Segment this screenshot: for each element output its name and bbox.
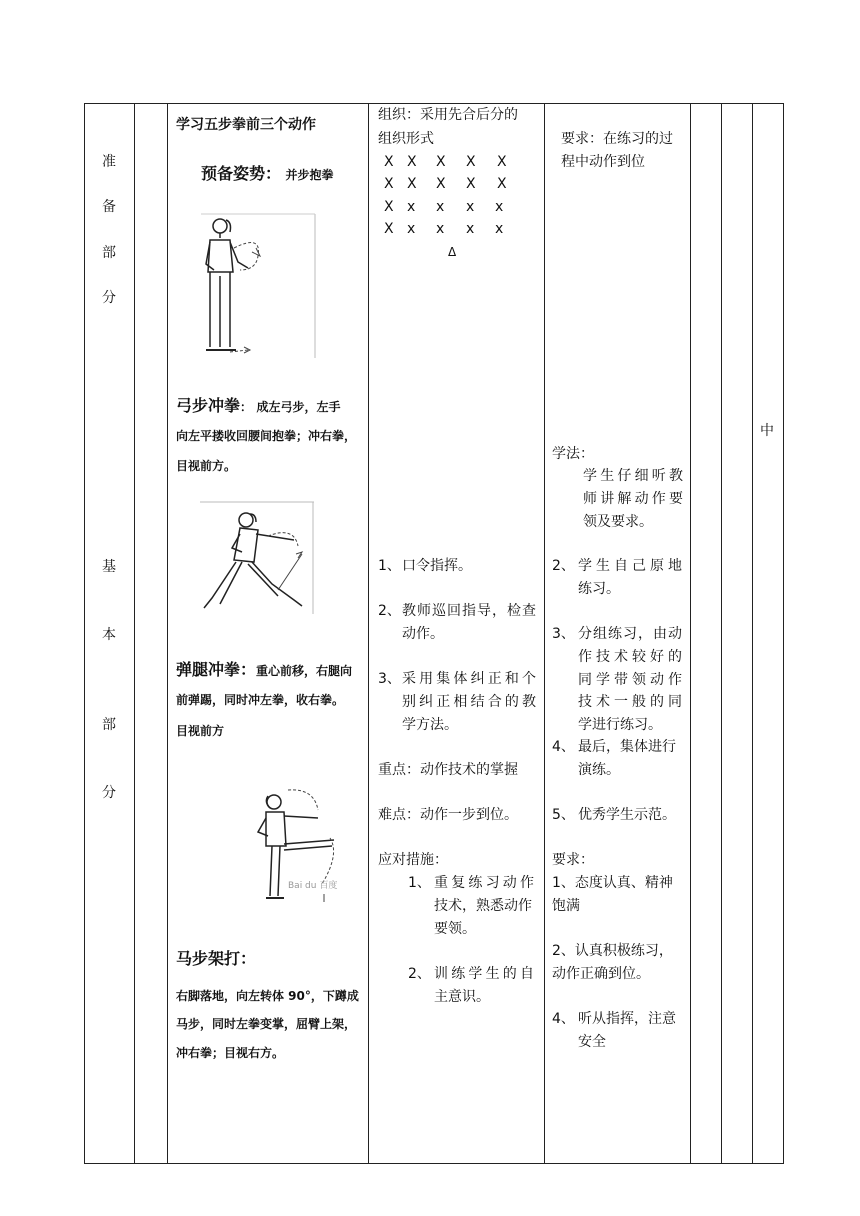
req-2-line-1: 2、认真积极练习， [552, 943, 673, 959]
move-bow-stance [176, 394, 341, 419]
move-horse-desc-3: 冲右拳；目视右方。 [176, 1046, 285, 1060]
basic-char-1: 基 [102, 559, 116, 575]
move-bow-sep: ： [240, 400, 253, 414]
org-item-3-num: 3、 [378, 671, 401, 687]
formation-r4c5: x [495, 221, 504, 237]
formation-r2c1: X [384, 176, 394, 192]
prep-char-4: 分 [102, 290, 116, 306]
move-snap-title: 弹腿冲拳 [176, 660, 241, 679]
formation-r3c2: x [407, 199, 416, 215]
req-item-3-line-5: 学进行练习。 [578, 717, 662, 733]
org-item-2-line-1: 教师巡回指导，检查 [402, 603, 536, 619]
req-item-2-num: 2、 [552, 558, 575, 574]
basic-char-2: 本 [102, 627, 116, 643]
difficulty: 难点：动作一步到位。 [378, 807, 518, 823]
req-4-line-2: 安全 [578, 1034, 606, 1050]
col-line-3 [167, 103, 168, 1164]
stance-ready-desc: 并步抱拳 [285, 168, 334, 182]
formation-r1c3: X [436, 154, 446, 170]
stance-ready [201, 162, 334, 187]
study-line-3: 领及要求。 [583, 514, 653, 530]
org-line-2: 组织形式 [378, 131, 434, 147]
org-item-1-num: 1、 [378, 558, 401, 574]
formation-r1c5: X [497, 154, 507, 170]
req-item-3-line-4: 技术一般的同 [578, 694, 682, 710]
move-horse-desc-1: 右脚落地，向左转体 90°，下蹲成 [176, 989, 359, 1003]
formation-r3c3: x [436, 199, 445, 215]
req-item-3-num: 3、 [552, 626, 575, 642]
basic-char-3: 部 [102, 717, 116, 733]
org-item-1-line-1: 口令指挥。 [402, 558, 472, 574]
stance-ready-sep: ： [265, 164, 282, 183]
stance-ready-title: 预备姿势 [201, 164, 266, 183]
col-line-9 [783, 103, 784, 1164]
req-4-num: 4、 [552, 1011, 575, 1027]
measure-1-num: 1、 [408, 875, 431, 891]
bow-stance-figure [198, 500, 316, 616]
measure-2-line-2: 主意识。 [434, 989, 490, 1005]
move-snap-sep: ： [240, 660, 257, 679]
org-item-2-num: 2、 [378, 603, 401, 619]
content-heading: 学习五步拳前三个动作 [176, 117, 316, 133]
req-item-2-line-1: 学生自己原地 [578, 558, 682, 574]
col-line-5 [544, 103, 545, 1164]
formation-r2c4: X [466, 176, 476, 192]
col-line-4 [368, 103, 369, 1164]
measure-1-line-3: 要领。 [434, 921, 476, 937]
formation-r2c5: X [497, 176, 507, 192]
formation-r3c5: x [495, 199, 504, 215]
req-item-2-line-2: 练习。 [578, 581, 620, 597]
study-title: 学法： [552, 446, 594, 462]
move-snap-desc-3: 目视前方 [176, 724, 225, 738]
col-line-6 [690, 103, 691, 1164]
req-title: 要求： [552, 852, 594, 868]
move-snap-desc-1: 重心前移，右腿向 [256, 664, 353, 678]
formation-r1c1: X [384, 154, 394, 170]
req-item-4-line-2: 演练。 [578, 762, 620, 778]
col-line-1 [84, 103, 85, 1164]
formation-r2c3: X [436, 176, 446, 192]
org-item-3-line-2: 别纠正相结合的教 [402, 694, 536, 710]
col-line-8 [752, 103, 753, 1164]
formation-r4c2: x [407, 221, 416, 237]
move-snap-kick [176, 658, 352, 683]
move-bow-desc-2: 向左平搂收回腰间抱拳；冲右拳， [176, 429, 357, 443]
key-point: 重点：动作技术的掌握 [378, 762, 518, 778]
req-line-1: 要求：在练习的过 [561, 131, 673, 147]
formation-r1c4: X [466, 154, 476, 170]
intensity-label: 中 [760, 423, 774, 439]
org-item-3-line-1: 采用集体纠正和个 [402, 671, 536, 687]
image-watermark: Bai du 百度 [288, 881, 338, 891]
req-item-5-num: 5、 [552, 807, 575, 823]
measure-1-line-2: 技术，熟悉动作 [434, 898, 532, 914]
prep-char-2: 备 [102, 199, 116, 215]
formation-r4c4: x [466, 221, 475, 237]
measure-2-line-1: 训练学生的自 [434, 966, 534, 982]
col-line-2 [134, 103, 135, 1164]
org-item-3-line-3: 学方法。 [402, 717, 458, 733]
table-bottom-border [84, 1163, 784, 1164]
measures-title: 应对措施： [378, 852, 448, 868]
move-bow-title: 弓步冲拳 [176, 396, 241, 415]
move-snap-desc-2: 前弹踢，同时冲左拳，收右拳。 [176, 693, 345, 707]
move-horse-title: 马步架打 [176, 949, 241, 968]
snap-kick-figure [244, 784, 348, 904]
req-item-3-line-3: 同学带领动作 [578, 672, 682, 688]
req-line-2: 程中动作到位 [561, 154, 645, 170]
req-1-line-1: 1、态度认真、精神 [552, 875, 673, 891]
req-item-3-line-1: 分组练习，由动 [578, 626, 682, 642]
move-bow-desc-1: 成左弓步，左手 [256, 400, 341, 414]
prep-char-3: 部 [102, 245, 116, 261]
req-2-line-2: 动作正确到位。 [552, 966, 650, 982]
ready-stance-figure [200, 212, 318, 360]
req-4-line-1: 听从指挥，注意 [578, 1011, 676, 1027]
org-line-1: 组织：采用先合后分的 [378, 107, 518, 123]
teacher-marker: Δ [448, 245, 457, 259]
formation-r4c3: x [436, 221, 445, 237]
formation-r3c1: X [384, 199, 394, 215]
formation-r4c1: X [384, 221, 394, 237]
study-line-2: 师讲解动作要 [583, 491, 683, 507]
basic-char-4: 分 [102, 785, 116, 801]
move-horse-stance [176, 947, 256, 972]
move-bow-desc-3: 目视前方。 [176, 459, 237, 473]
measure-2-num: 2、 [408, 966, 431, 982]
org-item-2-line-2: 动作。 [402, 626, 444, 642]
formation-r3c4: x [466, 199, 475, 215]
measure-1-line-1: 重复练习动作 [434, 875, 534, 891]
req-item-5-line-1: 优秀学生示范。 [578, 807, 676, 823]
req-item-4-line-1: 最后，集体进行 [578, 739, 676, 755]
req-1-line-2: 饱满 [552, 898, 580, 914]
move-horse-sep: ： [240, 949, 257, 968]
study-line-1: 学生仔细听教 [583, 468, 683, 484]
formation-r1c2: X [407, 154, 417, 170]
move-horse-desc-2: 马步，同时左拳变掌，屈臂上架， [176, 1017, 357, 1031]
req-item-3-line-2: 作技术较好的 [578, 649, 682, 665]
prep-char-1: 准 [102, 154, 116, 170]
col-line-7 [721, 103, 722, 1164]
req-item-4-num: 4、 [552, 739, 575, 755]
formation-r2c2: X [407, 176, 417, 192]
